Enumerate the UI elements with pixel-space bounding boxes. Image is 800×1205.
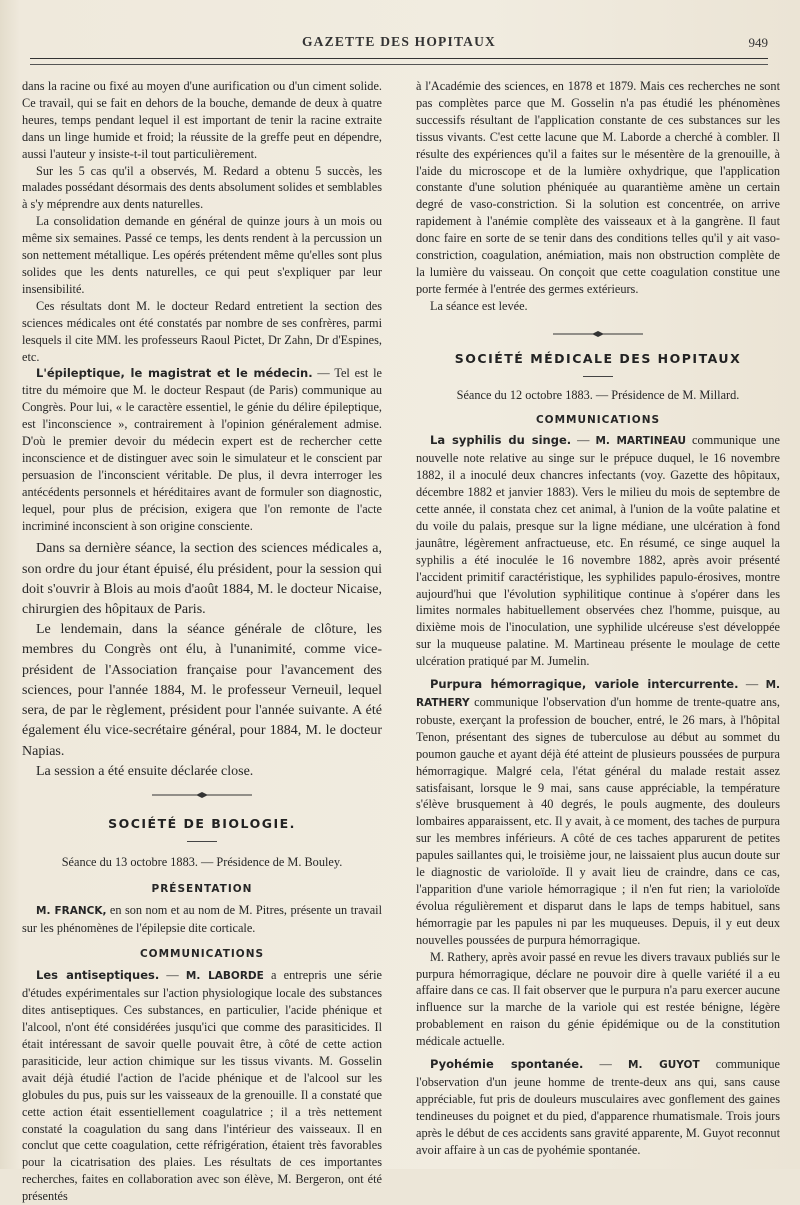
paragraph-text: communique l'observation d'un jeune homme de trente-deux ans qui, sans cause appréciable, fut pris de douleurs musculaires avec gonflement des gaines tendineuses du poignet et du pied, d'apparence rhumatismale. Trois jours après le début de ces accidents sans gravité apparente, M. Guyot reconnut avoir affaire à un cas de pyohémie spontanée.: [416, 1057, 780, 1157]
header-rule-thin: [30, 64, 768, 65]
paragraph: M. Rathery, après avoir passé en revue les divers travaux publiés sur le purpura hémorragique, déclare ne pouvoir dire à quelle variété il a eu affaire dans ce cas. Il fait observer que le purpura n'a paru exercer aucune influence sur la marche de la variole qui est restée bénigne, légère probablement en raison du génie épidémique ou de la constitution médicale actuelle.: [416, 949, 780, 1049]
divider-ornament: [553, 331, 643, 337]
speaker-name: M. MARTINEAU: [595, 435, 687, 448]
paragraph: Purpura hémorragique, variole intercurrente. — M. RATHERY communique l'observation d'un homme de trente-quatre ans, robuste, exerçant la profession de boucher, entré, le 26 mars, à l'hôpital Tenon, présentant des signes de tuberculose au début au sommet du poumon gauche et ayant déjà été atteint de plusieurs poussées de purpura hémorragique. Malgré cela, l'état général du malade restait assez satisfaisant, lorsque le 9 mai, sans cause appréciable, la température s'élève brusquement à 40 degrés, le pouls augmente, des douleurs lombaires apparaissent, etc. Il y avait, à ce moment, des taches de purpura sur les membres inférieurs. A côté de ces taches apparurent de petites papules saillantes qui, le troisième jour, ne laissaient plus aucun doute sur le diagnostic de varioloïde. Il y avait lieu de craindre, dans ce cas, l'apparition d'une variole hémorragique ; il n'en fut rien; la varioloïde évolua régulièrement et disparut dans le laps de temps habituel, sans hémorragie par les papules ni par les muqueuses. Depuis, il y eut deux nouvelles poussées de purpura hémorragique.: [416, 677, 780, 947]
session-line: Séance du 13 octobre 1883. — Présidence de M. Bouley.: [61, 854, 343, 869]
subsection-title: COMMUNICATIONS: [535, 413, 661, 426]
paragraph: La session a été ensuite déclarée close.: [36, 763, 254, 779]
paragraph: Les antiseptiques. — M. LABORDE a entrepris une série d'études expérimentales sur l'action physiologique locale des substances dites antiseptiques. Ces substances, en particulier, l'acide phénique et l'alcool, n'ont été considérées jusqu'ici que comme des parasiticides. Il était intéressant de savoir quelle pouvait être, à côté de cette action parasiticide, leur action chimique sur les tissus vivants. M. Gosselin avait déjà étudié l'action de l'acide phénique et de l'alcool sur les globules du pus, puis sur les vaisseaux de la grenouille. Il a constaté que cette action était essentiellement coagulatrice ; il a très nettement constaté la coagulation du sang dans l'intérieur des vaisseaux. Il en conclut que cette coagulation, cette réfrigération, étaient très favorables pour la cicatrisation des plaies. Les résultats de ces importantes recherches, faites en collaboration avec son élève, M. Bergeron, ont été présentés: [22, 968, 382, 1204]
subsection-title: PRÉSENTATION: [151, 882, 253, 895]
paragraph: [22, 902, 382, 937]
paragraph-text: en son nom et au nom de M. Pitres, présente un travail sur les phénomènes de l'épilepsie dite corticale.: [22, 902, 382, 935]
divider: [187, 841, 217, 842]
paragraph: Ces résultats dont M. le docteur Redard entretient la section des sciences médicales ont été constatés par nombre de ses confrères, parmi lesquels il cite MM. les professeurs Raoul Pictet, Dr Zahn, Dr d'Espines, etc.: [22, 298, 382, 364]
paragraph: La syphilis du singe. — M. MARTINEAU communique une nouvelle note relative au singe sur le prépuce duquel, le 16 novembre 1882, il a inoculé deux chancres infectants (voy. Gazette des hôpitaux, décembre 1882 et janvier 1883). Vers le milieu du mois de septembre de cette année, il constata chez cet animal, à l'union de la voûte palatine et du voile du palais, presque sur la ligne médiane, une ulcération à fond jaunâtre, légèrement anfractueuse, etc. En résumé, ce singe auquel la syphilis a été inoculée le 16 novembre 1882, après avoir présenté l'accident primitif caractéristique, les syphilides papulo-érosives, montre aujourd'hui que l'évolution syphilitique continue à s'opérer dans les limites normales habituellement observées chez l'homme, puisque, au dixième mois de l'inoculation, une syphilide ulcéreuse s'est développée sur la muqueuse palatine. M. Martineau présente le moulage de cette ulcération pratiqué par M. Jumelin.: [416, 433, 780, 669]
page-header: [30, 34, 768, 58]
session-line: Séance du 12 octobre 1883. — Présidence de M. Millard.: [456, 387, 740, 402]
paragraph: à l'Académie des sciences, en 1878 et 1879. Mais ces recherches ne sont pas complètes parce que M. Gosselin n'a pas étudié les phénomènes successifs résultant de l'application constante de ces substances sur les tissus vivants. C'est cette lacune que M. Laborde a cherché à combler. Il résulte des expériences qu'il a faites sur le mésentère de la grenouille, à l'aide du microscope et de la lumière oxhydrique, que l'application constante d'une solution phéniquée au quarantième amène un certain degré de vaso-constriction. Si la solution est concentrée, on arrive rapidement à l'anémie complète des vaisseaux et à la gangrène. Il faut donc faire en sorte de se tenir dans des conditions telles qu'il y ait vaso-constriction, coagulation, anémiation, mais non obstruction complète de la lumière du vaisseau. On conçoit que cette coagulation constitue une porte fermée à l'entrée des germes extérieurs.: [416, 79, 780, 296]
paragraph: Pyohémie spontanée. — M. GUYOT communique l'observation d'un jeune homme de trente-deux ans qui, sans cause appréciable, fut pris de douleurs musculaires avec gonflement des gaines tendineuses du poignet et du pied, d'apparence rhumatismale. Trois jours après le début de ces accidents sans gravité apparente, M. Guyot reconnut avoir affaire à un cas de pyohémie spontanée.: [416, 1057, 780, 1157]
paragraph-text: communique une nouvelle note relative au singe sur le prépuce duquel, le 16 novembre 1882, il a inoculé deux chancres infectants (voy. Gazette des hôpitaux, décembre 1882 et janvier 1883). Vers le milieu du mois de septembre de cette année, il constata chez cet animal, à l'union de la voûte palatine et du voile du palais, presque sur la ligne médiane, une ulcération à fond jaunâtre, légèrement anfractueuse, etc. En résumé, ce singe auquel la syphilis a été inoculée le 16 novembre 1882, après avoir présenté l'accident primitif caractéristique, les syphilides papulo-érosives, montre aujourd'hui que l'évolution syphilitique continue à s'opérer dans les limites normales habituellement observées chez l'homme, puisque, au dixième mois de l'inoculation, une syphilide ulcéreuse s'est développée sur la muqueuse palatine. M. Martineau présente le moulage de cette ulcération pratiqué par M. Jumelin.: [416, 433, 780, 669]
paragraph-lead: Purpura hémorragique, variole intercurrente.: [430, 677, 739, 692]
paragraph: La séance est levée.: [430, 298, 528, 313]
paragraph: [22, 365, 382, 534]
subsection-title: COMMUNICATIONS: [139, 948, 265, 961]
speaker-name: M. FRANCK,: [36, 904, 107, 917]
speaker-name: M. LABORDE: [185, 970, 264, 983]
paragraph-text: communique l'observation d'un homme de trente-quatre ans, robuste, exerçant la profession de boucher, entré, le 26 mars, à l'hôpital Tenon, présentant des signes de tuberculose au début au sommet du poumon gauche et ayant déjà été atteint de plusieurs poussées de purpura hémorragique. Malgré cela, l'état général du malade restait assez satisfaisant, lorsque le 9 mai, sans cause appréciable, la température s'élève brusquement à 40 degrés, le pouls augmente, des douleurs lombaires apparaissent, etc. Il y avait, à ce moment, des taches de purpura sur les membres inférieurs. A côté de ces taches apparurent de petites papules saillantes qui, le troisième jour, ne laissaient plus aucun doute sur le diagnostic de varioloïde. Il y avait lieu de craindre, dans ce cas, l'apparition d'une variole hémorragique ; il n'en fut rien; la varioloïde évolua régulièrement et disparut dans le laps de temps habituel, sans hémorragie par les papules ni par les muqueuses. Depuis, il y eut deux nouvelles poussées de purpura hémorragique.: [416, 695, 780, 947]
paragraph-text: a entrepris une série d'études expérimentales sur l'action physiologique locale des substances dites antiseptiques. Ces substances, en particulier, l'acide phénique et l'alcool, n'ont été considérées jusqu'ici que comme des parasiticides. Il était intéressant de savoir quelle pouvait être, à côté de cette action parasiticide, leur action chimique sur les tissus vivants. M. Gosselin avait déjà étudié l'action de l'acide phénique et de l'alcool sur les globules du pus, puis sur les vaisseaux de la grenouille. Il a constaté que cette action était essentiellement coagulatrice ; il a très nettement constaté la coagulation du sang dans l'intérieur des vaisseaux. Il en conclut que cette coagulation, cette réfrigération, étaient très favorables pour la cicatrisation des plaies. Les résultats de ces importantes recherches, faites en collaboration avec son élève, M. Bergeron, ont été présentés: [22, 968, 382, 1204]
divider-ornament: [152, 792, 252, 798]
left-column: [22, 78, 382, 1205]
page-number: 949: [748, 35, 768, 50]
journal-title: GAZETTE DES HOPITAUX: [301, 34, 497, 49]
paragraph-lead: Pyohémie spontanée.: [430, 1057, 584, 1072]
paragraph: Dans sa dernière séance, la section des sciences médicales a, son ordre du jour étant épuisé, élu président, pour la session qui doit s'ouvrir à Blois au mois d'août 1884, M. le docteur Nicaise, chirurgien des hôpitaux de Paris.: [22, 541, 382, 618]
paragraph-lead: La syphilis du singe.: [430, 433, 572, 448]
speaker-name: M. GUYOT: [628, 1059, 700, 1072]
paragraph: dans la racine ou fixé au moyen d'une aurification ou d'un ciment solide. Ce travail, qui se fait en dehors de la bouche, demande de deux à quatre heures, temps pendant lequel il est important de tenir la racine extraite dans un linge humide et froid; la réussite de la greffe peut en dépendre, aussi l'auteur y insiste-t-il tout particulièrement.: [22, 79, 382, 161]
paragraph: Le lendemain, dans la séance générale de clôture, les membres du Congrès ont élu, à l'unanimité, comme vice-président de l'Association française pour l'avancement des sciences, pour l'année 1884, M. le professeur Verneuil, lequel sera, de par le règlement, président pour l'année suivante. A été également élu vice-secrétaire général, pour 1884, M. le docteur Napias.: [22, 622, 382, 759]
section-title: SOCIÉTÉ DE BIOLOGIE.: [108, 815, 296, 831]
speaker-name: M. RATHERY: [416, 679, 780, 709]
section-title: SOCIÉTÉ MÉDICALE DES HOPITAUX: [454, 350, 742, 366]
paragraph-lead: Les antiseptiques.: [36, 968, 160, 983]
header-rule: [30, 58, 768, 59]
divider: [583, 376, 613, 377]
paragraph-text: — Tel est le titre du mémoire que M. le docteur Respaut (de Paris) communique au Congrès. Pour lui, « le caractère essentiel, le génie du délire épileptique, est l'inconscience », contrairement à l'opinion généralement admise. D'où le premier devoir du médecin expert est de rechercher cette inconscience et de distinguer avec soin le simulateur et le conscient par persuasion de l'inconscient véritable. De plus, il devra interroger les antécédents personnels et héréditaires avant de formuler son diagnostic, lequel, pour plus de précision, exigera que l'on remonte de l'acte incriminé inconscient à son origine consciente.: [22, 366, 383, 533]
paragraph: La consolidation demande en général de quinze jours à un mois ou même six semaines. Passé ce temps, les dents rendent à la percussion un son nettement métallique. Les opérés prétendent même qu'elles sont plus solides que les dents naturelles, ce qui peut s'expliquer par leur insensibilité.: [22, 214, 382, 296]
right-column: [416, 78, 780, 1158]
paragraph: Sur les 5 cas qu'il a observés, M. Redard a obtenu 5 succès, les malades possédant désormais des dents absolument solides et semblables à s'y méprendre aux dents naturelles.: [22, 163, 382, 212]
paragraph-lead: L'épileptique, le magistrat et le médecin.: [36, 366, 313, 381]
